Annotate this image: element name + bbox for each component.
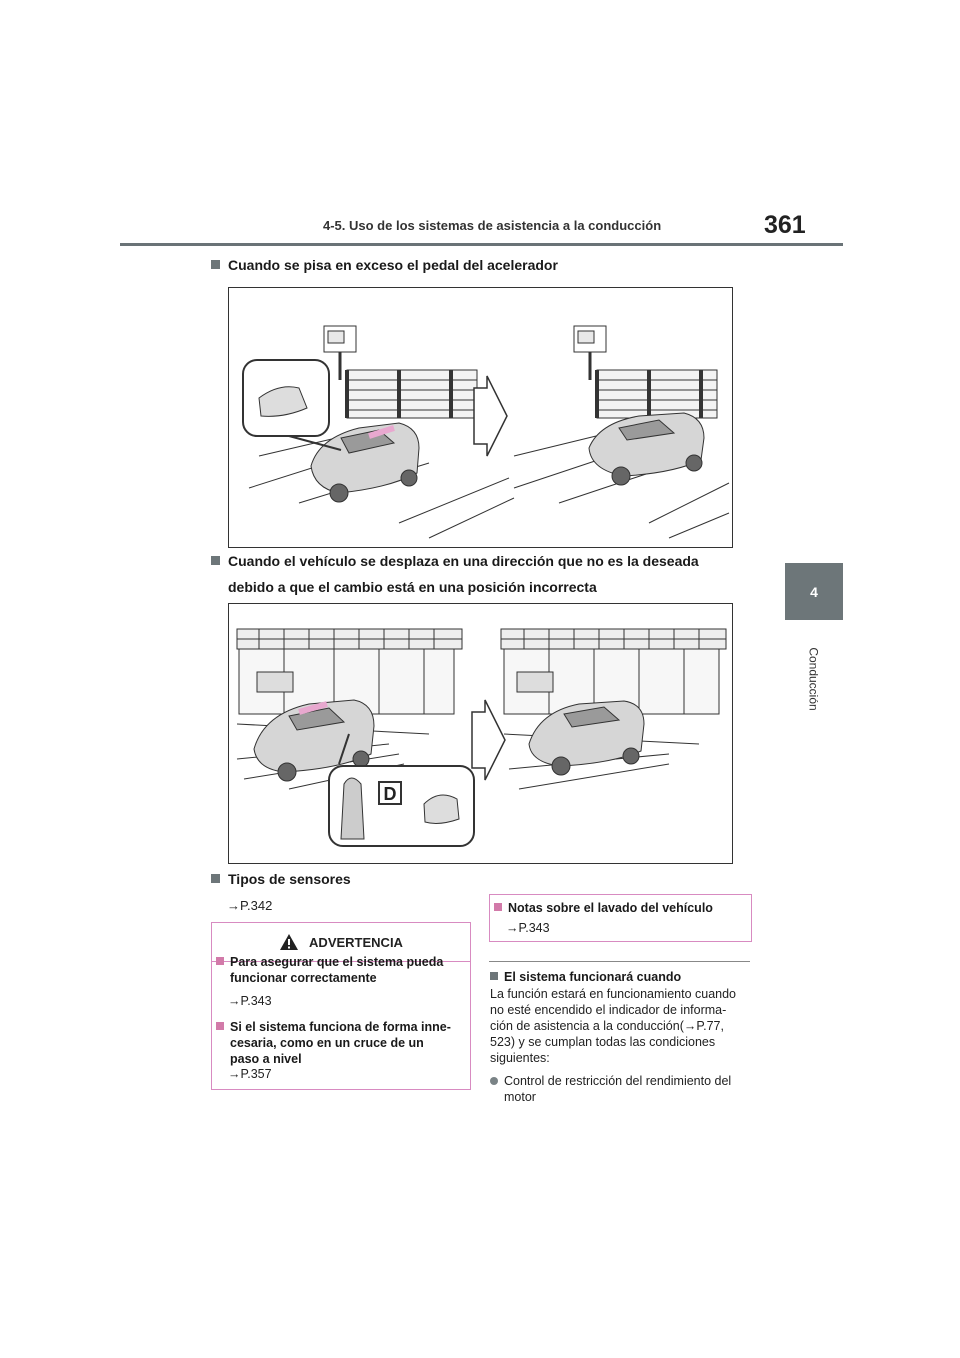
page-number: 361 [764, 211, 806, 239]
sensor-types-ref[interactable]: →P.342 [227, 898, 273, 913]
warning-item-2: Si el sistema funciona de forma inne- cesaria, como en un cruce de un paso a nivel [216, 1019, 466, 1067]
note-title: Notas sobre el lavado del vehículo [494, 900, 744, 916]
item-square-icon [494, 903, 502, 911]
transition-arrow-icon [474, 376, 507, 456]
item-square-icon [216, 957, 224, 965]
figure-wrong-direction [228, 603, 733, 864]
note-box [489, 894, 752, 942]
heading-square-icon [211, 556, 220, 565]
transition-arrow-icon [472, 700, 505, 780]
accelerator-illustration [229, 288, 732, 547]
header-rule [120, 243, 843, 246]
warning-title: ADVERTENCIA [309, 934, 403, 950]
warning-item-1: Para asegurar que el sistema pueda funcionar correctamente [216, 954, 461, 986]
wrong-direction-illustration [229, 604, 732, 863]
wrong-direction-heading: Cuando el vehículo se desplaza en una dirección que no es la deseada debido a que el cambio está en una posición incorrecta [211, 551, 771, 597]
chapter-tab [785, 563, 843, 620]
warning-item-1-ref[interactable]: →P.343 [228, 994, 272, 1008]
operation-paragraph: La función estará en funcionamiento cuando no esté encendido el indicador de informa- ción de asistencia a la conducción(→P.77, 523) y se cumplan todas las condiciones siguientes: [490, 987, 737, 1065]
accelerator-heading: Cuando se pisa en exceso el pedal del acelerador [211, 255, 771, 275]
warning-triangle-icon [279, 933, 299, 951]
sensor-types-heading: Tipos de sensores [211, 869, 351, 889]
item-square-icon [216, 1022, 224, 1030]
chapter-name: Conducción [807, 647, 821, 711]
bullet-dot-icon [490, 1077, 498, 1085]
warning-item-2-ref[interactable]: →P.357 [228, 1067, 272, 1081]
heading-square-icon [490, 972, 498, 980]
chapter-number: 4 [810, 583, 818, 600]
section-title: 4-5. Uso de los sistemas de asistencia a la conducción [323, 218, 662, 233]
heading-square-icon [211, 260, 220, 269]
operation-heading: El sistema funcionará cuando [490, 966, 681, 986]
section-divider [489, 961, 750, 962]
chapter-side-label [785, 624, 843, 734]
figure-accelerator [228, 287, 733, 548]
operation-bullet-1: Control de restricción del rendimiento del motor [490, 1073, 752, 1105]
warning-box [211, 922, 471, 1090]
note-ref[interactable]: →P.343 [506, 921, 550, 935]
shift-letter: D [383, 784, 397, 804]
heading-square-icon [211, 874, 220, 883]
